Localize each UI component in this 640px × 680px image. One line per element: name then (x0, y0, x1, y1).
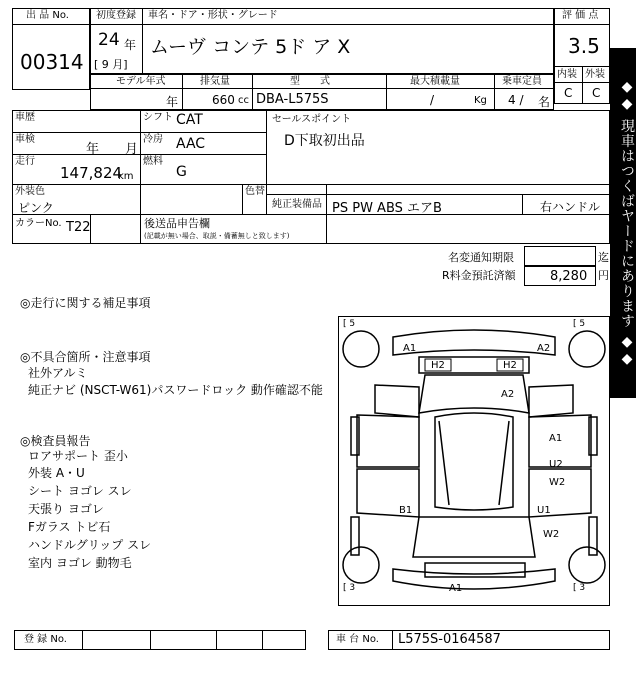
divider (262, 630, 263, 650)
damage-mark: A1 (403, 343, 417, 354)
divider (582, 66, 583, 104)
divider (392, 630, 393, 650)
location-banner: ◆◆ 現車はつくばヤードにあります ◆◆ (610, 48, 636, 398)
capacity-unit: 名 (538, 95, 551, 109)
lot-no-label: 出 品 No. (26, 10, 69, 21)
name-change-unit: 迄 (598, 251, 609, 264)
damage-mark: U2 (549, 459, 563, 470)
shift: CAT (176, 112, 203, 128)
displacement: 660 (212, 93, 235, 107)
recycle-unit: 円 (598, 269, 609, 282)
reg-year-unit: 年 (124, 38, 137, 52)
inspector-title: ◎検査員報告 (20, 434, 91, 448)
color-no-label: カラーNo. (15, 218, 62, 229)
divider (12, 154, 266, 155)
defect-item: 純正ナビ (NSCT-W61)パスワードロック 動作確認不能 (28, 383, 323, 397)
damage-mark: U1 (537, 505, 551, 516)
divider (554, 24, 610, 25)
history-label: 車歴 (15, 112, 35, 123)
equipment: PS PW ABS エアB (332, 201, 442, 216)
damage-mark: A1 (449, 583, 463, 594)
mileage-label: 走行 (15, 156, 35, 167)
inspector-item: 天張り ヨゴレ (28, 502, 104, 516)
divider (216, 630, 217, 650)
damage-mark: A2 (501, 389, 515, 400)
equipment-label: 純正装備品 (272, 199, 322, 210)
chassis-label: 車 台 No. (336, 634, 379, 645)
name-change-box (524, 246, 596, 266)
model-type: DBA-L575S (256, 92, 329, 107)
car-outline (339, 317, 609, 605)
aftermarket-label: 後送品申告欄 (144, 217, 210, 230)
divider (12, 214, 610, 215)
displacement-unit: cc (238, 95, 249, 106)
divider (522, 194, 523, 214)
divider (242, 184, 243, 214)
defect-item: 社外アルミ (28, 366, 88, 380)
defects-title: ◎不具合箇所・注意事項 (20, 350, 151, 364)
damage-mark: H2 (503, 360, 517, 371)
ac-label: 冷房 (143, 134, 163, 145)
divider (90, 88, 554, 89)
car-name-label: 車名・ドア・形状・グレード (148, 10, 278, 21)
reg-year: 24 (98, 30, 120, 50)
divider (150, 630, 151, 650)
first-reg-label: 初度登録 (96, 10, 136, 21)
divider (82, 630, 83, 650)
interior-grade: C (564, 86, 573, 100)
max-load-unit: Kg (474, 95, 487, 106)
ac: AAC (176, 136, 206, 152)
score: 3.5 (568, 34, 600, 58)
inspector-item: ロアサポート 歪小 (28, 449, 128, 463)
inspector-item: Fガラス トビ石 (28, 520, 111, 534)
handle: 右ハンドル (540, 200, 601, 214)
divider (90, 24, 554, 25)
corner-label-bl: [ 3 (343, 583, 356, 593)
divider (142, 8, 143, 74)
reg-no-label: 登 録 No. (24, 634, 67, 645)
inspector-item: シート ヨゴレ スレ (28, 484, 132, 498)
divider (140, 110, 141, 244)
model-year-unit: 年 (166, 95, 179, 109)
sales-point-label: セールスポイント (272, 114, 352, 125)
car-diagram (338, 316, 610, 606)
divider (182, 74, 183, 110)
max-load: / (430, 93, 435, 107)
mileage: 147,824 (60, 164, 123, 182)
corner-label-tl: [ 5 (343, 319, 356, 329)
sales-point: D下取初出品 (284, 133, 365, 149)
divider (266, 194, 610, 195)
score-label: 評 価 点 (562, 10, 599, 21)
recycle: 8,280 (550, 269, 588, 284)
damage-mark: A2 (537, 343, 551, 354)
color: ピンク (18, 201, 54, 215)
shift-label: シフト (143, 112, 173, 123)
interior-label: 内装 (557, 69, 577, 80)
model-year-label: モデル年式 (116, 76, 166, 87)
inspector-item: 室内 ヨゴレ 動物毛 (28, 556, 132, 570)
damage-mark: H2 (431, 360, 445, 371)
divider (386, 74, 387, 110)
divider (12, 24, 90, 25)
divider (12, 132, 266, 133)
inspection-label: 車検 (15, 134, 35, 145)
capacity: 4 / (508, 93, 524, 107)
divider (266, 110, 267, 214)
damage-mark: W2 (549, 477, 566, 488)
name-change-label: 名変通知期限 (448, 251, 514, 264)
exterior-grade: C (592, 86, 601, 100)
displacement-label: 排気量 (200, 76, 230, 87)
inspector-item: ハンドルグリップ スレ (28, 538, 152, 552)
damage-mark: W2 (543, 529, 560, 540)
damage-mark: A1 (549, 433, 563, 444)
divider (326, 184, 327, 244)
divider (252, 74, 253, 110)
corner-label-tr: [ 5 (573, 319, 586, 329)
lot-no: 00314 (20, 50, 84, 74)
fuel-label: 燃料 (143, 156, 163, 167)
fuel: G (176, 164, 187, 180)
divider (494, 74, 495, 110)
driving-title: ◎走行に関する補足事項 (20, 296, 151, 310)
recycle-label: R料金預託済額 (442, 269, 516, 282)
capacity-label: 乗車定員 (502, 76, 542, 87)
aftermarket-note: (記載が無い場合、取説・備蓄無しと致します) (144, 232, 290, 240)
divider (12, 184, 610, 185)
inspection: 年 月 (86, 142, 139, 157)
color-no: T22 (66, 220, 91, 235)
mileage-unit: km (118, 171, 134, 182)
inspector-item: 外装 A・U (28, 466, 85, 480)
damage-mark: B1 (399, 505, 413, 516)
corner-label-br: [ 3 (573, 583, 586, 593)
max-load-label: 最大積載量 (410, 76, 460, 87)
recolor-label: 色替 (245, 186, 265, 197)
exterior-label: 外装 (585, 69, 605, 80)
reg-month: [ 9 月] (94, 58, 128, 71)
color-label: 外装色 (15, 186, 45, 197)
chassis-no: L575S-0164587 (398, 632, 501, 647)
car-name: ムーヴ コンテ 5ド ア X (150, 36, 351, 58)
model-type-label: 型 式 (290, 76, 330, 87)
